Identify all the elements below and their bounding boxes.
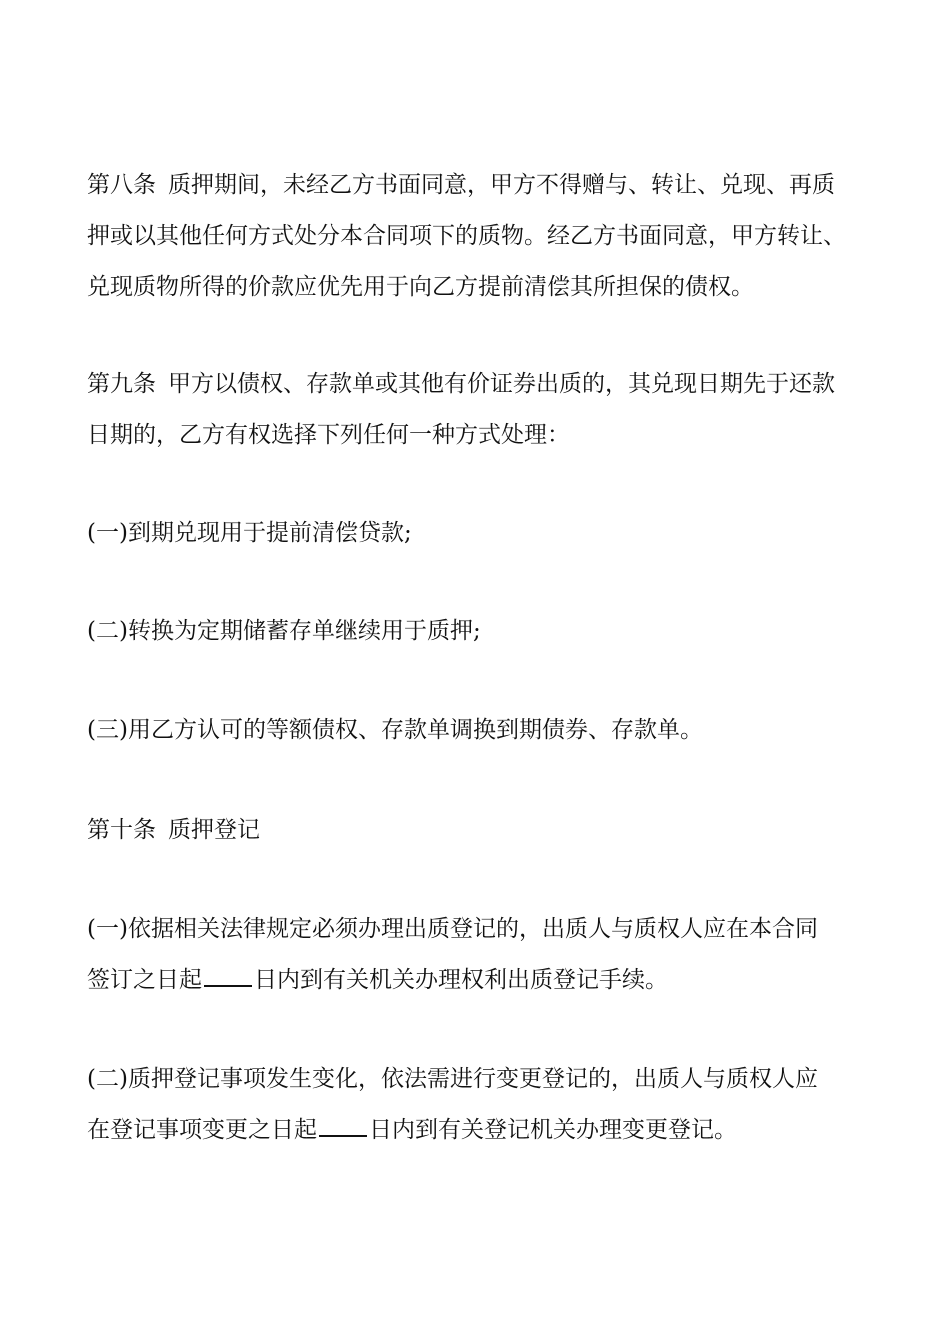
- article-10-item-2-text-a: 在登记事项变更之日起: [87, 1117, 317, 1143]
- article-10-item-2: [87, 1054, 877, 1156]
- article-9-line-2: 日期的，乙方有权选择下列任何一种方式处理：: [87, 422, 570, 448]
- article-10-item-2-line-2: [87, 1105, 877, 1156]
- article-10-heading: 第十条: [87, 817, 156, 843]
- article-8-line-1: [87, 160, 877, 211]
- article-10-item-2-line-1: (二)质押登记事项发生变化，依法需进行变更登记的，出质人与质权人应: [87, 1066, 818, 1092]
- article-10-item-1: [87, 904, 877, 1006]
- article-8-text-1: 质押期间，未经乙方书面同意，甲方不得赠与、转让、兑现、再质: [168, 172, 835, 198]
- article-9-text-1: 甲方以债权、存款单或其他有价证券出质的，其兑现日期先于还款: [168, 371, 835, 397]
- article-9-heading: 第九条: [87, 371, 156, 397]
- article-9-item-2: (二)转换为定期储蓄存单继续用于质押;: [87, 618, 481, 644]
- article-10-item-1-line-2: [87, 955, 877, 1006]
- article-9: [87, 359, 877, 461]
- article-8-heading: 第八条: [87, 172, 156, 198]
- article-10-item-2-text-b: 日内到有关登记机关办理变更登记。: [369, 1117, 737, 1143]
- article-9-item-1: (一)到期兑现用于提前清偿贷款;: [87, 520, 412, 546]
- article-10-item-1-line-1: (一)依据相关法律规定必须办理出质登记的，出质人与质权人应在本合同: [87, 916, 818, 942]
- article-9-item-3: (三)用乙方认可的等额债权、存款单调换到期债券、存款单。: [87, 717, 703, 743]
- blank-days-field[interactable]: [204, 967, 252, 987]
- article-8-line-2: 押或以其他任何方式处分本合同项下的质物。经乙方书面同意，甲方转让、: [87, 223, 846, 249]
- article-9-line-1: [87, 359, 877, 410]
- article-8: [87, 160, 877, 313]
- article-10-heading-line: [87, 805, 877, 856]
- article-10-item-1-text-a: 签订之日起: [87, 967, 202, 993]
- blank-days-field[interactable]: [319, 1117, 367, 1137]
- article-10-item-1-text-b: 日内到有关机关办理权利出质登记手续。: [254, 967, 668, 993]
- article-10-title: 质押登记: [168, 817, 260, 843]
- article-8-line-3: 兑现质物所得的价款应优先用于向乙方提前清偿其所担保的债权。: [87, 274, 754, 300]
